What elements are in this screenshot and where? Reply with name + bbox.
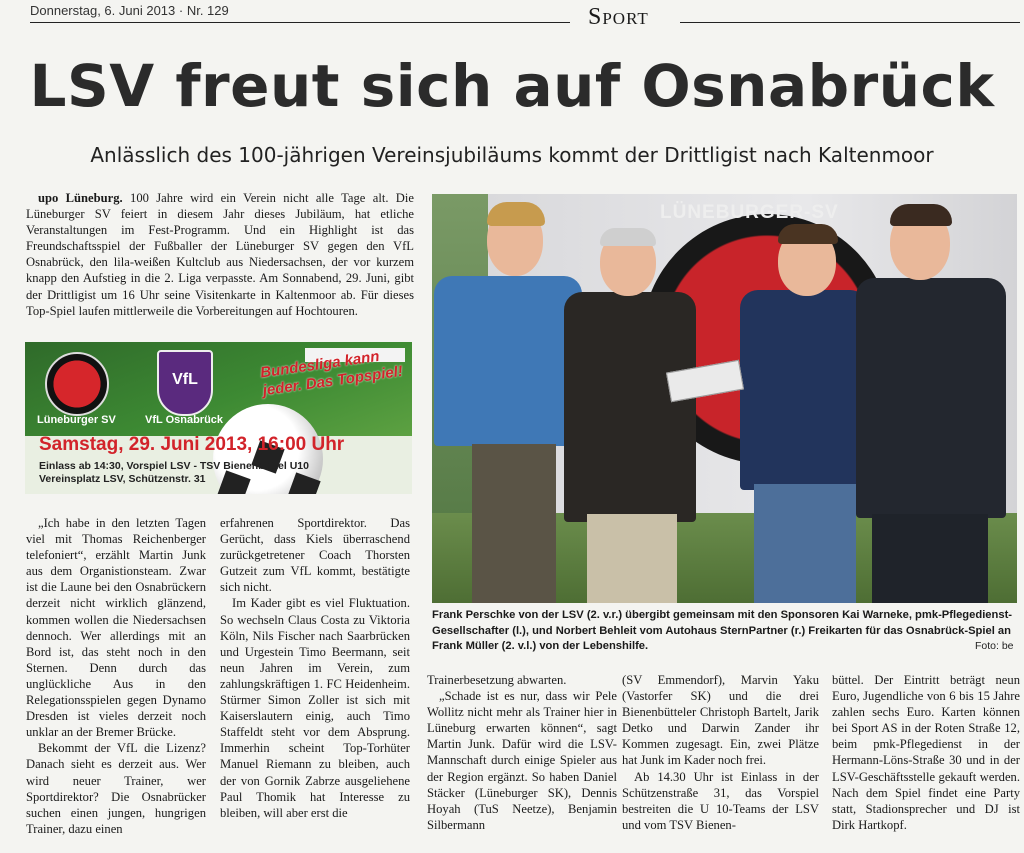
dateline: Donnerstag, 6. Juni 2013 · Nr. 129 [30, 3, 229, 18]
vfl-crest-icon: VfL [157, 350, 213, 416]
lead-text: 100 Jahre wird ein Verein nicht alle Tage alt. Die Lüneburger SV feiert in diesem Jahr dieses Jubiläum, hat etliche Veranstaltungen im Fest-Programm. Und ein Highlight ist das Freundschaftsspiel der Fußballer der Lüneburger SV gegen den VfL Osnabrück, den lila-weißen Kultclub aus Niedersachsen, der vor kurzem knapp den Aufstieg in die 2. Liga verpasste. Am Sonnabend, 29. Juni, gibt der Drittligist um 16 Uhr seine Visitenkarte in Kaltenmoor ab. Für dieses Top-Spiel laufen mittlerweile die Vorbereitungen auf Hochtouren. [26, 191, 414, 318]
headline: LSV freut sich auf Osnabrück [29, 52, 995, 120]
header-rule-left [30, 22, 570, 23]
lsv-crest-icon [45, 352, 109, 416]
poster-slogan: Bundesliga kann jeder. Das Topspiel! [259, 347, 404, 400]
poster-info-line1: Einlass ab 14:30, Vorspiel LSV - TSV Bienenbüttel U10 [39, 460, 309, 472]
paragraph: (SV Emmendorf), Marvin Yaku (Vastorfer SK) und die drei Bienenbütteler Christoph Bartelt, Jarik Detko und Darwin Zander ihr Kommen zugesagt. Ein, zwei Plätze hat Junk im Kader noch frei. [622, 673, 819, 768]
poster-date: Samstag, 29. Juni 2013, 16:00 Uhr [39, 434, 345, 455]
section-label: Sport [588, 4, 649, 30]
banner-text: LÜNEBURGER-SV [660, 202, 839, 223]
poster-team-home: Lüneburger SV [37, 414, 116, 426]
byline: upo Lüneburg. [38, 191, 123, 205]
paragraph: Im Kader gibt es viel Fluktuation. So wechseln Claus Costa zu Viktoria Köln, Nils Fischer nach Saarbrücken und Urgestein Timo Beermann, seit neun Jahren im Verein, zum zahlungskräftigen 1. FC Heidenheim. Stürmer Simon Zoller ist sich mit Kaiserslautern einig, auch Timo Staffeldt steht vor dem Absprung. Immerhin scheint Top-Torhüter Manuel Riemann zu bleiben, auch der von Gornik Zabrze ausgeliehene Paul Thomik hat Interesse zu bleiben, will aber erst die [220, 596, 410, 820]
poster-info [39, 460, 309, 486]
paragraph: Trainerbesetzung abwarten. [427, 673, 567, 687]
article-column-2 [220, 515, 410, 821]
event-poster [25, 342, 412, 494]
paragraph: Bekommt der VfL die Lizenz? Danach sieht es derzeit aus. Wer wird neuer Trainer, wer Sportdirektor? Die Osnabrücker suchen einen jungen, hungrigen Trainer, dazu einen [26, 741, 206, 836]
paragraph: Ab 14.30 Uhr ist Einlass in der Schützenstraße 31, das Vorspiel bestreiten die U 10-Teams der LSV und vom TSV Bienen- [622, 769, 819, 832]
header-rule-right [680, 22, 1020, 23]
paragraph: „Ich habe in den letzten Tagen viel mit Thomas Reichenberger telefoniert“, erzählt Martin Junk aus dem Organistionsteam. Zwar ist die Laune bei den Osnabrückern derzeit nicht wirklich glänzend, kommen wollen die Niedersachsen dennoch. Wer allerdings mit an Bord ist, das steht noch in den Sternen. Denn durch das unglückliche Aus in den Relegationsspielen gegen Dynamo Dresden ist vieles derzeit noch unklar an der Bremer Brücke. [26, 516, 206, 740]
article-column-4 [622, 672, 819, 833]
paragraph: erfahrenen Sportdirektor. Das Gerücht, dass Kiels überraschend zurückgetretener Coach Thorsten Gutzeit zum VfL kommt, bestätigte sich nicht. [220, 516, 410, 595]
photo-caption: Frank Perschke von der LSV (2. v.r.) übergibt gemeinsam mit den Sponsoren Kai Warneke, pmk-Pflegedienst-Gesellschafter (l.), und Norbert Behleit vom Autohaus SternPartner (r.) Freikarten für das Osnabrück-Spiel an Frank Müller (2. v.l.) von der Lebenshilfe. [432, 609, 1013, 652]
paragraph: büttel. Der Eintritt beträgt neun Euro, Jugendliche von 6 bis 15 Jahre zahlen sechs Euro. Karten können bei Sport AS in der Roten Straße 12, beim pmk-Pflegedienst in der Hermann-Löns-Straße 30 und in der LSV-Geschäftsstelle gekauft werden. Nach dem Spiel findet eine Party statt, Stadionsprecher und DJ ist Dirk Hartkopf. [832, 673, 1020, 832]
article-column-1 [26, 515, 206, 837]
team-photo [432, 194, 1017, 603]
article-column-3 [427, 672, 617, 833]
article-column-5 [832, 672, 1020, 833]
poster-info-line2: Vereinsplatz LSV, Schützenstr. 31 [39, 473, 206, 485]
paragraph: „Schade ist es nur, dass wir Pele Wollitz nicht mehr als Trainer hier in Lüneburg erwarten können“, sagt Martin Junk. Dafür wird die LSV-Mannschaft durch einige Spieler aus der Region ergänzt. So haben Daniel Stäcker (Lüneburger SK), Dennis Hoyah (TuS Neetze), Benjamin Silbermann [427, 689, 617, 832]
poster-team-away: VfL Osnabrück [145, 414, 224, 426]
photo-credit: Foto: be [975, 640, 1014, 652]
lead-paragraph [26, 190, 414, 319]
subheadline: Anlässlich des 100-jährigen Vereinsjubiläums kommt der Drittligist nach Kaltenmoor [90, 143, 934, 167]
